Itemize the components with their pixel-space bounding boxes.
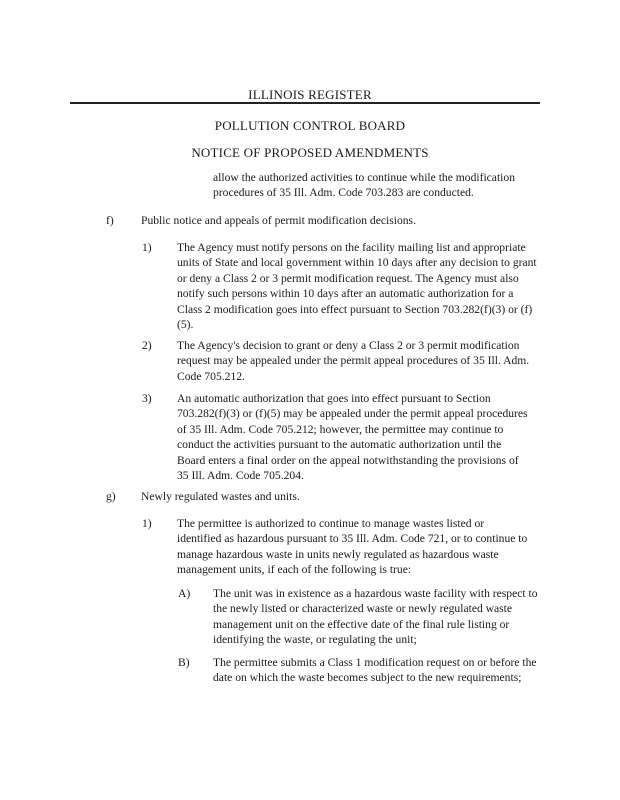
section-g-subitem-b-text: The permittee submits a Class 1 modification request on or before the date on which the waste becomes subject to the new requirements; [213,656,537,685]
register-title: ILLINOIS REGISTER [248,87,372,102]
section-g-item-1-text: The permittee is authorized to continue to manage wastes listed or identified as hazardous pursuant to 35 Ill. Adm. Code 721, or to continue to manage hazardous waste in units newly regulated as hazardous waste management units, if each of the following is true: [177,517,528,577]
section-g-item-1-label: 1) [142,517,152,530]
section-g-label: g) [106,490,116,503]
section-f-item-1-text: The Agency must notify persons on the facility mailing list and appropriate units of State and local government within 10 days after any decision to grant or deny a Class 2 or 3 permit modification request. The Agency must also notify such persons within 10 days after an automatic authorization for a Class 2 modification goes into effect pursuant to Section 703.282(f)(3) or (f)(5). [177,241,537,332]
section-g-subitem-a-text: The unit was in existence as a hazardous waste facility with respect to the newly listed or characterized waste or newly regulated waste management unit on the effective date of the final rule listing or identifying the waste, or regulating the unit; [213,587,538,647]
board-name: POLLUTION CONTROL BOARD [214,118,406,133]
section-f-label: f) [106,214,114,227]
section-g-heading: Newly regulated wastes and units. [141,490,300,503]
section-g-subitem-a-label: A) [178,587,191,600]
section-f-item-1-label: 1) [142,241,152,254]
notice-title: NOTICE OF PROPOSED AMENDMENTS [191,145,429,160]
section-f-item-2-text: The Agency's decision to grant or deny a Class 2 or 3 permit modification request may be appealed under the permit appeal procedures of 35 Ill. Adm. Code 705.212. [177,339,530,383]
section-f-item-2-label: 2) [142,339,152,352]
section-f-item-3-label: 3) [142,392,152,405]
header-rule [70,102,540,104]
section-g-subitem-b-label: B) [178,656,190,669]
section-f-item-3-text: An automatic authorization that goes into effect pursuant to Section 703.282(f)(3) or (f)(5) may be appealed under the permit appeal procedures of 35 Ill. Adm. Code 705.212; however, the permittee may continue to conduct the activities pursuant to the automatic authorization until the Board enters a final order on the appeal notwithstanding the provisions of 35 Ill. Adm. Code 705.204. [177,392,528,483]
continuation-paragraph: allow the authorized activities to continue while the modification procedures of 35 Ill. Adm. Code 703.283 are conducted. [213,171,515,200]
section-f-heading: Public notice and appeals of permit modification decisions. [141,214,416,227]
